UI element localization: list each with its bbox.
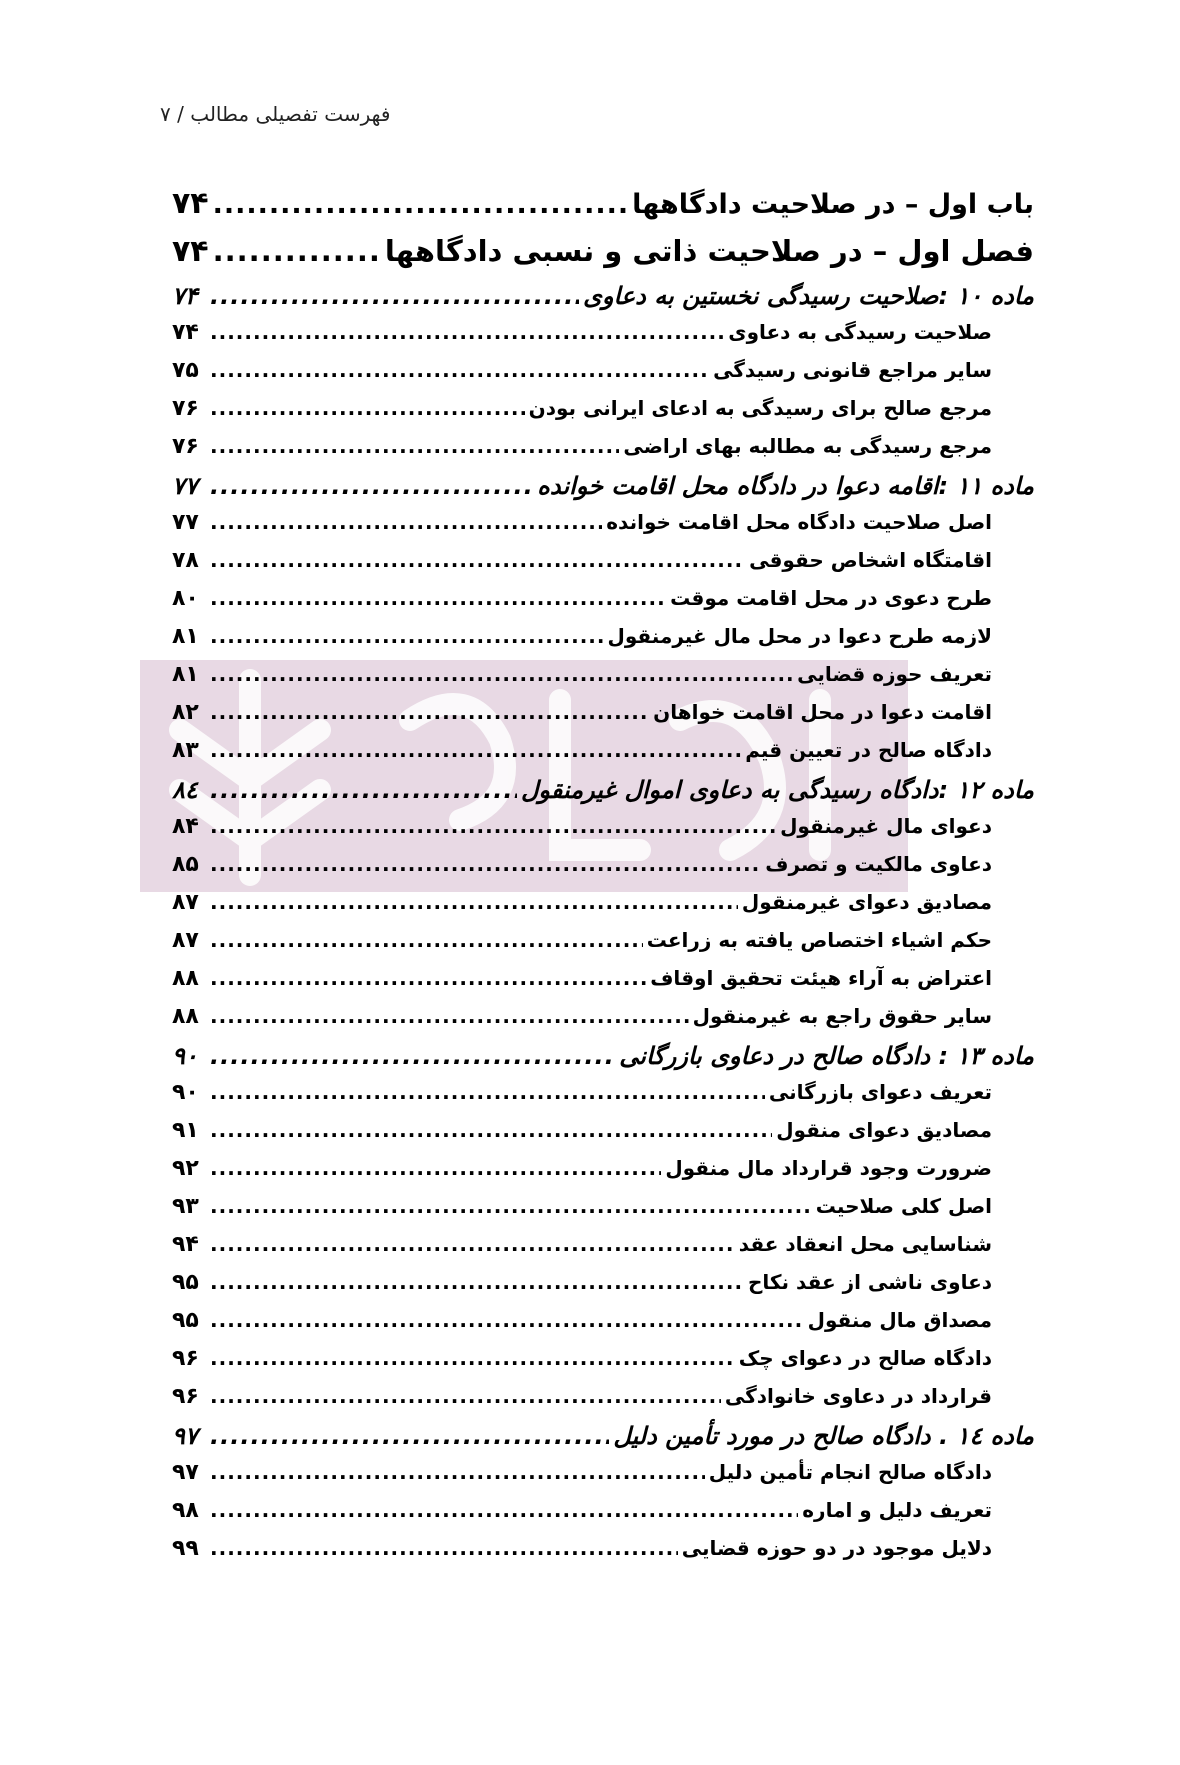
toc-entry-title: مصداق مال منقول — [807, 1308, 992, 1332]
toc-page-number: ۷۷ — [172, 472, 198, 500]
toc-entry-item — [172, 358, 1034, 396]
toc-entry-item — [172, 928, 1034, 966]
page-header: فهرست تفصیلی مطالب / ۷ — [160, 102, 391, 126]
toc-entry-item — [172, 1232, 1034, 1270]
toc-entry-item — [172, 1384, 1034, 1422]
toc-entry-item — [172, 396, 1034, 434]
leader-dots — [210, 1346, 735, 1370]
leader-dots — [210, 814, 776, 838]
toc-page-number: ۷۷ — [172, 510, 199, 535]
toc-entry-item — [172, 1004, 1034, 1042]
toc-entry-title: ماده ١٤ . دادگاه صالح در مورد تأمین دلیل — [613, 1422, 1034, 1450]
toc-page-number: ۹۱ — [172, 1118, 199, 1143]
toc-page-number: ۷۴ — [172, 320, 199, 345]
leader-dots — [210, 1308, 804, 1332]
toc-entry-item — [172, 700, 1034, 738]
leader-dots — [210, 1194, 812, 1218]
leader-dots — [213, 189, 628, 220]
toc-entry-title: دعاوی ناشی از عقد نکاح — [747, 1270, 992, 1294]
leader-dots — [210, 282, 579, 310]
toc-page-number: ۷۴ — [172, 186, 209, 221]
toc-entry-title: دادگاه صالح در دعوای چک — [738, 1346, 992, 1370]
toc-page-number: ۸۷ — [172, 890, 199, 915]
leader-dots — [210, 1156, 661, 1180]
table-of-contents — [172, 186, 1034, 1574]
toc-entry-title: مرجع صالح برای رسیدگی به ادعای ایرانی بودن — [528, 396, 992, 420]
leader-dots — [210, 1384, 721, 1408]
leader-dots — [210, 852, 761, 876]
leader-dots — [210, 700, 649, 724]
toc-entry-title: سایر مراجع قانونی رسیدگی — [713, 358, 992, 382]
toc-page-number: ۸۲ — [172, 700, 199, 725]
toc-entry-item — [172, 1498, 1034, 1536]
toc-entry-item — [172, 814, 1034, 852]
toc-entry-item — [172, 586, 1034, 624]
toc-entry-madde — [172, 1422, 1034, 1460]
toc-entry-item — [172, 1308, 1034, 1346]
leader-dots — [210, 358, 709, 382]
leader-dots — [210, 510, 602, 534]
toc-entry-title: مصادیق دعوای منقول — [776, 1118, 992, 1142]
leader-dots — [210, 1536, 678, 1560]
leader-dots — [210, 928, 643, 952]
toc-page-number: ۹۷ — [172, 1460, 199, 1485]
toc-entry-title: تعریف دعوای بازرگانی — [768, 1080, 992, 1104]
toc-entry-title: ماده ۱۳ : دادگاه صالح در دعاوی بازرگانی — [619, 1042, 1034, 1070]
toc-entry-title: ضرورت وجود قرارداد مال منقول — [665, 1156, 992, 1180]
toc-entry-item — [172, 1118, 1034, 1156]
toc-page-number: ۹۸ — [172, 1498, 199, 1523]
leader-dots — [210, 624, 604, 648]
toc-page-number: ۸۰ — [172, 586, 199, 611]
toc-entry-fasl — [172, 234, 1034, 282]
leader-dots — [210, 472, 533, 500]
toc-entry-title: اعتراض به آراء هیئت تحقیق اوقاف — [650, 966, 992, 990]
toc-entry-title: اقامت دعوا در محل اقامت خواهان — [653, 700, 992, 724]
leader-dots — [210, 1118, 772, 1142]
leader-dots — [210, 662, 793, 686]
toc-entry-item — [172, 434, 1034, 472]
toc-entry-item — [172, 1270, 1034, 1308]
toc-entry-item — [172, 1194, 1034, 1232]
leader-dots — [210, 738, 741, 762]
toc-entry-item — [172, 738, 1034, 776]
toc-entry-item — [172, 852, 1034, 890]
leader-dots — [210, 548, 745, 572]
toc-page-number: ۹۰ — [172, 1080, 199, 1105]
toc-page-number: ۸۸ — [172, 966, 199, 991]
toc-entry-item — [172, 1156, 1034, 1194]
toc-page-number: ۸۱ — [172, 662, 199, 687]
toc-entry-title: دلایل موجود در دو حوزه قضایی — [681, 1536, 992, 1560]
leader-dots — [210, 966, 646, 990]
toc-entry-title: دادگاه صالح در تعیین قیم — [745, 738, 992, 762]
leader-dots — [210, 1460, 705, 1484]
toc-entry-title: مرجع رسیدگی به مطالبه بهای اراضی — [623, 434, 992, 458]
toc-entry-title: طرح دعوی در محل اقامت موقت — [670, 586, 992, 610]
toc-page-number: ۸۱ — [172, 624, 199, 649]
toc-entry-item — [172, 1460, 1034, 1498]
toc-entry-madde — [172, 776, 1034, 814]
toc-page-number: ۸۸ — [172, 1004, 199, 1029]
leader-dots — [210, 320, 724, 344]
toc-page-number: ۸۴ — [172, 814, 199, 839]
toc-entry-item — [172, 1080, 1034, 1118]
toc-entry-madde — [172, 1042, 1034, 1080]
leader-dots — [210, 1232, 735, 1256]
leader-dots — [210, 776, 517, 804]
toc-page-number: ۷۸ — [172, 548, 199, 573]
toc-page-number: ۸٤ — [172, 776, 198, 804]
toc-entry-title: قرارداد در دعاوی خانوادگی — [724, 1384, 992, 1408]
toc-page-number: ۷۵ — [172, 358, 199, 383]
toc-page-number: ۹۶ — [172, 1384, 199, 1409]
toc-entry-title: مصادیق دعوای غیرمنقول — [741, 890, 992, 914]
toc-entry-title: شناسایی محل انعقاد عقد — [738, 1232, 992, 1256]
toc-entry-item — [172, 548, 1034, 586]
toc-entry-title: ماده ۱۰ :صلاحیت رسیدگی نخستین به دعاوی — [583, 282, 1034, 310]
toc-entry-item — [172, 320, 1034, 358]
leader-dots — [210, 396, 525, 420]
toc-page-number: ۷۴ — [172, 234, 209, 269]
toc-entry-item — [172, 1536, 1034, 1574]
leader-dots — [210, 1270, 744, 1294]
toc-entry-title: اصل صلاحیت دادگاه محل اقامت خوانده — [606, 510, 992, 534]
toc-page-number: ۹۵ — [172, 1270, 199, 1295]
toc-entry-title: ماده ۱۱ :اقامه دعوا در دادگاه محل اقامت خوانده — [537, 472, 1034, 500]
toc-page-number: ۹۷ — [172, 1422, 198, 1450]
toc-entry-title: حکم اشیاء اختصاص یافته به زراعت — [646, 928, 992, 952]
toc-entry-item — [172, 624, 1034, 662]
toc-entry-title: ماده ۱۲ :دادگاه رسیدگی به دعاوی اموال غیرمنقول — [520, 776, 1034, 804]
toc-page-number: ۹۰ — [172, 1042, 198, 1070]
toc-page-number: ۹۹ — [172, 1536, 199, 1561]
leader-dots — [210, 434, 619, 458]
toc-page-number: ۷۶ — [172, 396, 199, 421]
toc-entry-item — [172, 1346, 1034, 1384]
leader-dots — [213, 234, 381, 268]
toc-page-number: ۹۵ — [172, 1308, 199, 1333]
leader-dots — [210, 1498, 798, 1522]
toc-page-number: ۷۴ — [172, 282, 198, 310]
toc-page-number: ۹۴ — [172, 1232, 199, 1257]
toc-entry-madde — [172, 282, 1034, 320]
toc-entry-title: دادگاه صالح انجام تأمین دلیل — [708, 1460, 992, 1484]
toc-page-number: ۸۷ — [172, 928, 199, 953]
leader-dots — [210, 1422, 609, 1450]
toc-entry-title: تعریف حوزه قضایی — [797, 662, 992, 686]
toc-entry-title: اصل کلی صلاحیت — [815, 1194, 992, 1218]
toc-entry-item — [172, 662, 1034, 700]
toc-page-number: ۹۲ — [172, 1156, 199, 1181]
toc-entry-title: لازمه طرح دعوا در محل مال غیرمنقول — [607, 624, 992, 648]
toc-entry-title: اقامتگاه اشخاص حقوقی — [749, 548, 992, 572]
toc-entry-title: فصل اول – در صلاحیت ذاتی و نسبی دادگاهها — [384, 234, 1034, 268]
toc-page-number: ۹۶ — [172, 1346, 199, 1371]
toc-entry-title: دعاوی مالکیت و تصرف — [765, 852, 992, 876]
toc-entry-bab — [172, 186, 1034, 234]
toc-page-number: ۷۶ — [172, 434, 199, 459]
leader-dots — [210, 1042, 615, 1070]
toc-entry-title: باب اول – در صلاحیت دادگاهها — [632, 189, 1034, 220]
toc-entry-title: تعریف دلیل و اماره — [802, 1498, 992, 1522]
toc-entry-item — [172, 890, 1034, 928]
toc-page-number: ۸۵ — [172, 852, 199, 877]
leader-dots — [210, 1080, 765, 1104]
leader-dots — [210, 890, 738, 914]
toc-entry-item — [172, 966, 1034, 1004]
toc-page-number: ۸۳ — [172, 738, 199, 763]
toc-page-number: ۹۳ — [172, 1194, 199, 1219]
toc-entry-item — [172, 510, 1034, 548]
toc-entry-title: صلاحیت رسیدگی به دعاوی — [728, 320, 992, 344]
leader-dots — [210, 586, 666, 610]
toc-entry-title: سایر حقوق راجع به غیرمنقول — [692, 1004, 992, 1028]
leader-dots — [210, 1004, 689, 1028]
toc-entry-title: دعوای مال غیرمنقول — [780, 814, 992, 838]
toc-entry-madde — [172, 472, 1034, 510]
